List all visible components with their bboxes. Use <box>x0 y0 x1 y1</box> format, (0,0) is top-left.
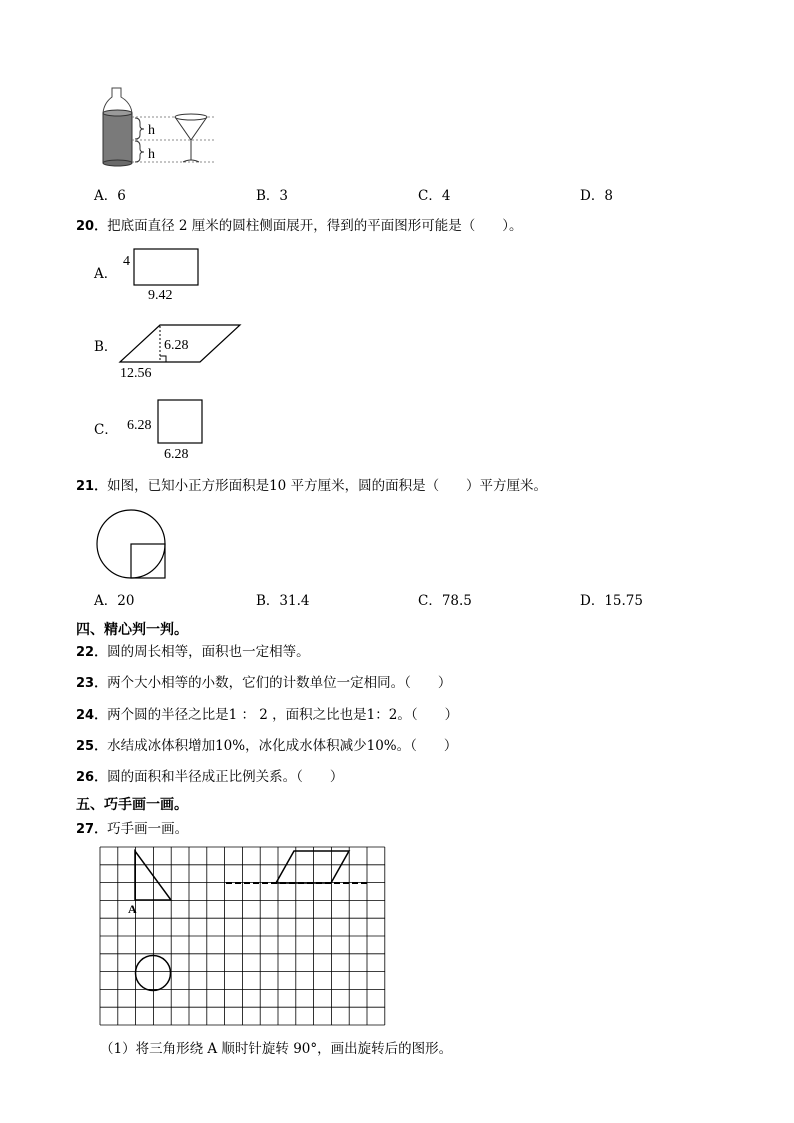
q21-question <box>76 477 547 496</box>
q22-text: 圆的周长相等，面积也一定相等。 <box>107 644 310 660</box>
q20-option-a-rectangle <box>120 245 210 303</box>
q20-a-side-label: 4 <box>123 254 130 269</box>
q25-text: 水结成冰体积增加10%，冰化成水体积减少10%。（ ） <box>107 738 458 754</box>
q20-option-b-letter[interactable]: B． <box>94 339 118 355</box>
q22-number: 22． <box>76 645 108 660</box>
q27-grid-figure <box>99 846 389 1030</box>
q24-number: 24． <box>76 708 108 723</box>
q27-text: 巧手画一画。 <box>107 821 189 837</box>
q20-b-height-label: 6.28 <box>164 338 189 353</box>
q19-label-h-bottom: h <box>148 147 155 162</box>
section-5-title: 五、巧手画一画。 <box>76 797 188 813</box>
q19-label-h-top: h <box>148 123 155 138</box>
q23-item <box>76 674 451 693</box>
q20-option-c-letter[interactable]: C． <box>94 422 118 438</box>
q21-circle-square-figure <box>95 508 170 581</box>
q20-number: 20． <box>76 219 108 234</box>
q19-option-a[interactable]: A．6 <box>94 188 126 204</box>
q25-item <box>76 737 457 756</box>
q23-number: 23． <box>76 676 108 691</box>
q20-b-base-label: 12.56 <box>120 366 152 380</box>
q21-text: 如图，已知小正方形面积是10 平方厘米，圆的面积是（ ）平方厘米。 <box>107 478 548 494</box>
grid-point-a-label: A <box>128 902 137 916</box>
q25-number: 25． <box>76 739 108 754</box>
q26-text: 圆的面积和半径成正比例关系。（ ） <box>107 769 344 785</box>
q20-text: 把底面直径 2 厘米的圆柱侧面展开，得到的平面图形可能是（ ）。 <box>107 218 523 234</box>
q24-text: 两个圆的半径之比是1 ： 2 ，面积之比也是1：2。（ ） <box>107 707 459 723</box>
q20-option-b-parallelogram <box>115 318 245 380</box>
grid-lines <box>100 847 385 1025</box>
q19-option-b[interactable]: B．3 <box>256 188 289 204</box>
q20-a-base-label: 9.42 <box>148 288 173 303</box>
q21-option-d[interactable]: D．15.75 <box>580 593 643 609</box>
q27-sub-question-1: （1）将三角形绕 A 顺时针旋转 90°，画出旋转后的图形。 <box>100 1041 453 1057</box>
q21-option-c[interactable]: C．78.5 <box>418 593 472 609</box>
q24-item <box>76 706 458 725</box>
q26-number: 26． <box>76 770 108 785</box>
q20-c-side-label: 6.28 <box>127 418 152 433</box>
q27-item <box>76 820 188 839</box>
q26-item <box>76 768 343 787</box>
q23-text: 两个大小相等的小数，它们的计数单位一定相同。（ ） <box>107 675 452 691</box>
q22-item <box>76 643 310 662</box>
q20-option-a-letter[interactable]: A． <box>94 266 118 282</box>
q20-question <box>76 217 523 236</box>
q19-option-c[interactable]: C．4 <box>418 188 451 204</box>
section-4-title: 四、精心判一判。 <box>76 622 188 638</box>
q20-option-c-square <box>124 395 214 461</box>
grid-parallelogram <box>276 851 349 883</box>
q21-number: 21． <box>76 479 108 494</box>
q21-option-a[interactable]: A．20 <box>94 593 135 609</box>
q27-number: 27． <box>76 822 108 837</box>
q20-c-base-label: 6.28 <box>164 447 189 461</box>
q19-option-d[interactable]: D．8 <box>580 188 613 204</box>
q19-bottle-cup-figure <box>95 85 230 170</box>
q21-option-b[interactable]: B．31.4 <box>256 593 310 609</box>
